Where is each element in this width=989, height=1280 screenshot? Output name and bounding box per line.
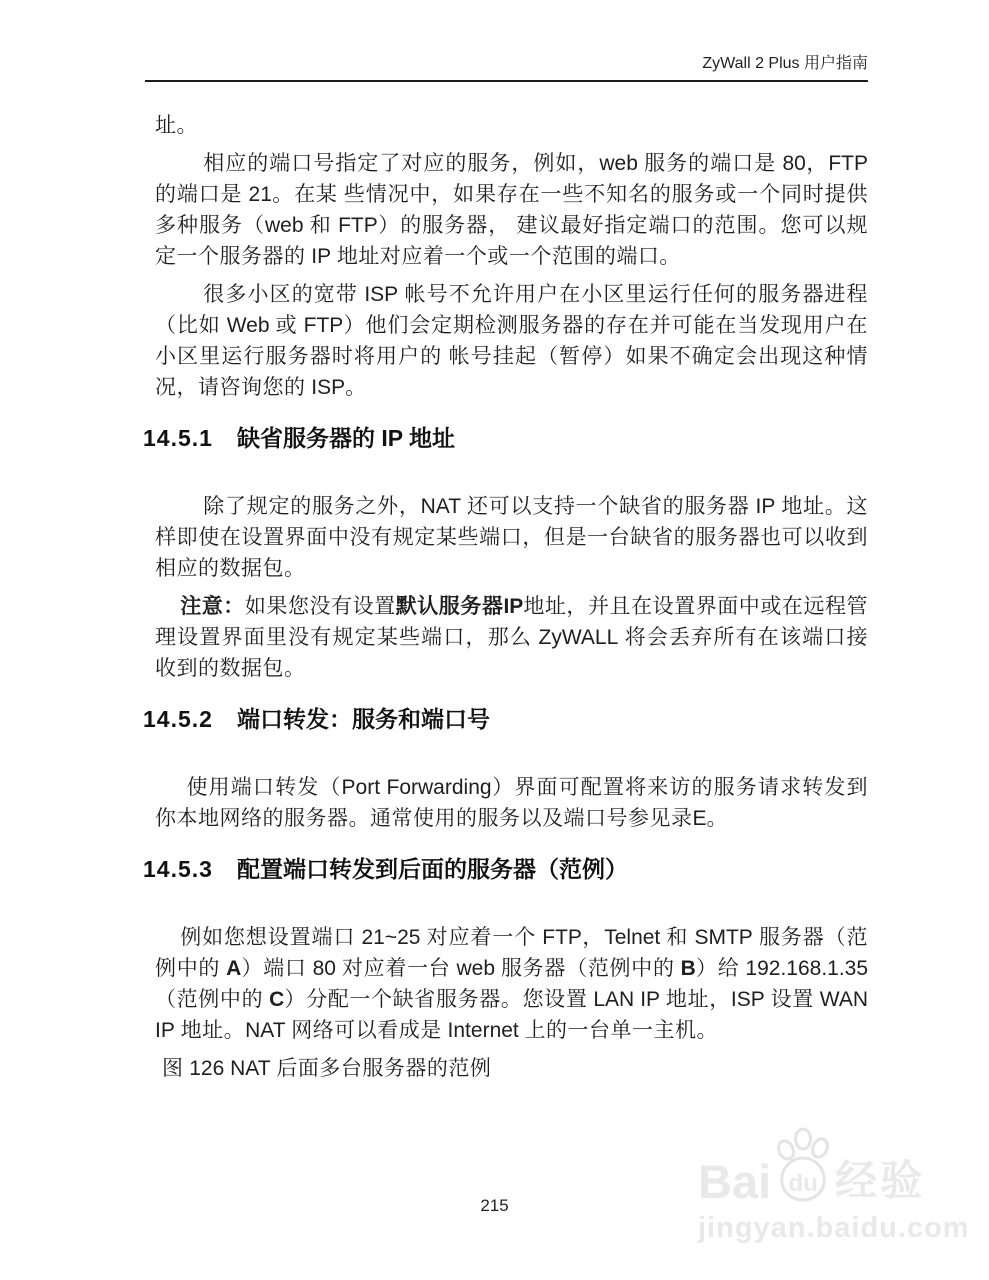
text-run: 对应着一个: [420, 925, 543, 949]
text-run: 址。: [155, 113, 198, 137]
section-heading: [143, 854, 868, 884]
text-run: Internet: [447, 1019, 519, 1042]
text-run: LAN IP: [593, 988, 661, 1011]
text-run: 上的一台单一主机。: [518, 1018, 719, 1042]
text-run: IP: [503, 595, 524, 618]
section-title: 端口转发：服务和端口号: [236, 706, 490, 732]
text-run: Telnet: [604, 926, 661, 949]
text-run: 使用端口转发（: [186, 775, 342, 799]
text-run: FTP: [828, 152, 869, 175]
text-run: 地址。: [174, 1018, 246, 1042]
section-title: 配置端口转发到后面的服务器（范例）: [236, 856, 628, 882]
paragraph: [155, 491, 868, 584]
paragraph: [155, 110, 868, 141]
text-run: 将会丢弃所有在该端口接收到的数据包。: [155, 625, 869, 680]
watermark-brand-prefix: Bai: [698, 1155, 772, 1208]
paragraph: [155, 279, 868, 403]
text-run: 192.168.1.35: [745, 957, 869, 980]
document-body: [143, 110, 869, 1091]
watermark-brand-suffix: du: [788, 1170, 818, 1197]
text-run: ISP: [364, 283, 399, 306]
text-run: web: [599, 152, 638, 175]
paragraph: [155, 148, 868, 272]
text-run: 除了规定的服务之外，: [203, 494, 421, 518]
text-run: 80: [312, 957, 336, 980]
page-header: [145, 50, 868, 82]
section-number: 14.5.1: [143, 425, 213, 451]
text-run: C: [269, 988, 285, 1011]
text-run: ZyWALL: [538, 626, 619, 649]
text-run: 或: [269, 313, 304, 337]
section-title: 缺省服务器的 IP 地址: [236, 425, 456, 451]
text-run: ISP: [730, 988, 765, 1011]
text-run: 图: [162, 1056, 190, 1080]
text-run: ）给: [695, 956, 746, 980]
text-run: 设置: [764, 987, 820, 1011]
running-header-title: ZyWall 2 Plus 用户指南: [702, 55, 868, 72]
text-run: 网络可以看成是: [285, 1018, 448, 1042]
text-run: ，: [581, 925, 605, 949]
text-run: Port Forwarding: [341, 776, 492, 799]
text-run: FTP: [338, 214, 378, 237]
text-run: FTP: [303, 314, 344, 337]
text-run: ，: [805, 151, 829, 175]
text-run: 地址，并且在设置界面中或在远程管理设置界面里没有规定某些端口，那么: [155, 594, 869, 649]
text-run: ）他们会定期检测服务器的存在并可能在当发现用户在小区里运行服务器时将用户的 帐号挂起（暂停）如果不确定会出现这种情况，请咨询您的: [155, 313, 869, 399]
text-run: 很多小区的宽带: [203, 282, 365, 306]
page-number: 215: [480, 1196, 509, 1215]
text-run: 80: [782, 152, 806, 175]
text-run: 的端口是: [155, 182, 249, 206]
text-run: NAT: [420, 495, 462, 518]
text-run: web: [456, 957, 495, 980]
section-heading: [143, 423, 868, 453]
paragraph: [155, 922, 868, 1046]
text-run: 还可以支持一个缺省的服务器: [461, 494, 756, 518]
text-run: 21: [248, 183, 272, 206]
text-run: FTP: [542, 926, 582, 949]
text-run: ISP: [311, 376, 346, 399]
section-number: 14.5.3: [143, 856, 213, 882]
text-run: SMTP: [694, 926, 753, 949]
watermark-brand-cn: 经验: [835, 1157, 926, 1204]
section-heading: [143, 704, 868, 734]
paragraph: [155, 591, 868, 684]
text-run: ）的服务器， 建议最好指定端口的范围。您可以规定一个服务器的: [155, 213, 869, 268]
text-run: 。: [706, 806, 729, 830]
page-footer: [0, 1196, 989, 1216]
text-run: （范例中的: [155, 987, 270, 1011]
text-run: NAT: [245, 1019, 286, 1042]
text-run: 地址。这样即使在设置界面中没有规定某些端口，但是一台缺省的服务器也可以收到相应的数据包。: [155, 494, 869, 580]
watermark-brand-row: [698, 1126, 943, 1208]
text-run: web: [265, 214, 304, 237]
text-run: 服务器（范例中的: [155, 925, 869, 980]
figure-caption: [162, 1053, 868, 1084]
text-run: 21~25: [361, 926, 421, 949]
text-run: ）界面可配置将来访的服务请求转发到你本地网络的服务器。通常使用的服务以及端口号参见录: [155, 775, 869, 830]
text-run: 和: [660, 925, 695, 949]
text-run: IP: [311, 245, 332, 268]
text-run: ）端口: [241, 956, 313, 980]
text-run: 例如您想设置端口: [180, 925, 362, 949]
watermark-url: jingyan.baidu.com: [698, 1212, 970, 1244]
text-run: 126 NAT: [189, 1057, 271, 1080]
text-run: A: [226, 957, 242, 980]
text-run: 。在某 些情况中，如果存在一些不知名的服务或一个同时提供多种服务（: [155, 182, 868, 237]
paragraph: [155, 772, 868, 834]
text-run: 如果您没有设置: [244, 594, 396, 618]
text-run: 服务的端口是: [637, 151, 783, 175]
text-run: E: [692, 807, 707, 830]
text-run: Web: [226, 314, 270, 337]
paw-icon: [771, 1126, 835, 1204]
text-run: 帐号不允许用户在小区里运行任何的服务器进程（比如: [155, 282, 869, 337]
text-run: 和: [303, 213, 339, 237]
text-run: 对应着一台: [335, 956, 457, 980]
text-run: ）分配一个缺省服务器。您设置: [284, 987, 594, 1011]
text-run: WAN IP: [155, 988, 869, 1042]
text-run: 相应的端口号指定了对应的服务，例如，: [203, 151, 600, 175]
text-run: 后面多台服务器的范例: [270, 1056, 492, 1080]
text-run: 。: [345, 375, 367, 399]
text-run: 默认服务器: [395, 594, 504, 618]
text-run: 服务器（范例中的: [495, 956, 681, 980]
text-run: 注意：: [180, 594, 245, 618]
text-run: 地址，: [660, 987, 731, 1011]
section-number: 14.5.2: [143, 706, 213, 732]
baidu-jingyan-watermark: [698, 1126, 970, 1245]
text-run: 地址对应着一个或一个范围的端口。: [331, 244, 681, 268]
text-run: B: [680, 957, 696, 980]
text-run: IP: [755, 495, 776, 518]
